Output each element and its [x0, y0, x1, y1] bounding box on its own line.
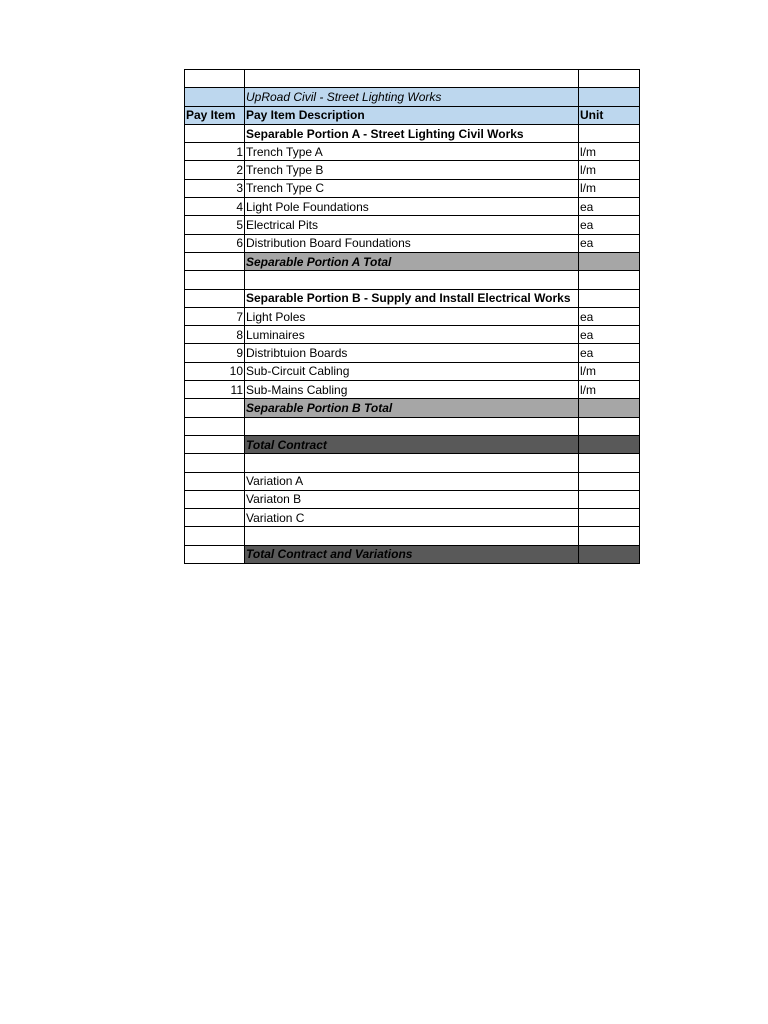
item-description[interactable]: Light Poles [245, 307, 579, 325]
table-row [185, 307, 640, 325]
item-description[interactable]: Sub-Mains Cabling [245, 381, 579, 399]
header-description[interactable]: Pay Item Description [245, 106, 579, 124]
variation-label[interactable]: Variation A [245, 472, 579, 490]
total-contract-variations-row [185, 545, 640, 563]
table-row [185, 234, 640, 252]
item-description[interactable]: Trench Type B [245, 161, 579, 179]
table-row [185, 179, 640, 197]
item-number[interactable]: 4 [185, 198, 245, 216]
item-unit[interactable]: ea [579, 307, 640, 325]
item-description[interactable]: Sub-Circuit Cabling [245, 362, 579, 380]
item-number[interactable]: 7 [185, 307, 245, 325]
item-unit[interactable]: ea [579, 198, 640, 216]
item-number[interactable]: 6 [185, 234, 245, 252]
item-unit[interactable]: ea [579, 344, 640, 362]
section-a-heading[interactable]: Separable Portion A - Street Lighting Civil Works [245, 124, 579, 142]
item-unit[interactable]: ea [579, 216, 640, 234]
table-row [185, 161, 640, 179]
table-row [185, 362, 640, 380]
item-number[interactable]: 11 [185, 381, 245, 399]
section-a-heading-row [185, 124, 640, 142]
item-unit[interactable]: ea [579, 234, 640, 252]
header-unit[interactable]: Unit [579, 106, 640, 124]
item-description[interactable]: Light Pole Foundations [245, 198, 579, 216]
item-number[interactable]: 8 [185, 326, 245, 344]
blank-row [185, 527, 640, 545]
variation-label[interactable]: Variaton B [245, 490, 579, 508]
item-number[interactable]: 2 [185, 161, 245, 179]
section-b-heading-row [185, 289, 640, 307]
item-description[interactable]: Distribution Board Foundations [245, 234, 579, 252]
sheet-title[interactable]: UpRoad Civil - Street Lighting Works [245, 88, 579, 106]
item-number[interactable]: 9 [185, 344, 245, 362]
item-number[interactable]: 5 [185, 216, 245, 234]
item-description[interactable]: Luminaires [245, 326, 579, 344]
item-number[interactable]: 3 [185, 179, 245, 197]
variation-row [185, 509, 640, 527]
item-description[interactable]: Distribtuion Boards [245, 344, 579, 362]
total-contract-row [185, 435, 640, 453]
header-row [185, 106, 640, 124]
section-a-total-row [185, 252, 640, 270]
item-description[interactable]: Trench Type C [245, 179, 579, 197]
blank-row [185, 454, 640, 472]
item-unit[interactable]: ea [579, 326, 640, 344]
item-unit[interactable]: l/m [579, 161, 640, 179]
section-b-total-row [185, 399, 640, 417]
pay-items-table [184, 69, 640, 564]
item-number[interactable]: 1 [185, 143, 245, 161]
table-row [185, 381, 640, 399]
table-row [185, 143, 640, 161]
section-b-total-label[interactable]: Separable Portion B Total [245, 399, 579, 417]
table-row [185, 344, 640, 362]
total-contract-variations-label[interactable]: Total Contract and Variations [245, 545, 579, 563]
item-description[interactable]: Electrical Pits [245, 216, 579, 234]
blank-row [185, 417, 640, 435]
header-pay-item[interactable]: Pay Item [185, 106, 245, 124]
table-row [185, 216, 640, 234]
item-unit[interactable]: l/m [579, 381, 640, 399]
item-number[interactable]: 10 [185, 362, 245, 380]
blank-row [185, 70, 640, 88]
table-row [185, 198, 640, 216]
section-b-heading[interactable]: Separable Portion B - Supply and Install Electrical Works [245, 289, 579, 307]
variation-row [185, 472, 640, 490]
title-row [185, 88, 640, 106]
variation-row [185, 490, 640, 508]
total-contract-label[interactable]: Total Contract [245, 435, 579, 453]
blank-row [185, 271, 640, 289]
section-a-total-label[interactable]: Separable Portion A Total [245, 252, 579, 270]
item-unit[interactable]: l/m [579, 143, 640, 161]
item-description[interactable]: Trench Type A [245, 143, 579, 161]
item-unit[interactable]: l/m [579, 362, 640, 380]
item-unit[interactable]: l/m [579, 179, 640, 197]
variation-label[interactable]: Variation C [245, 509, 579, 527]
table-row [185, 326, 640, 344]
